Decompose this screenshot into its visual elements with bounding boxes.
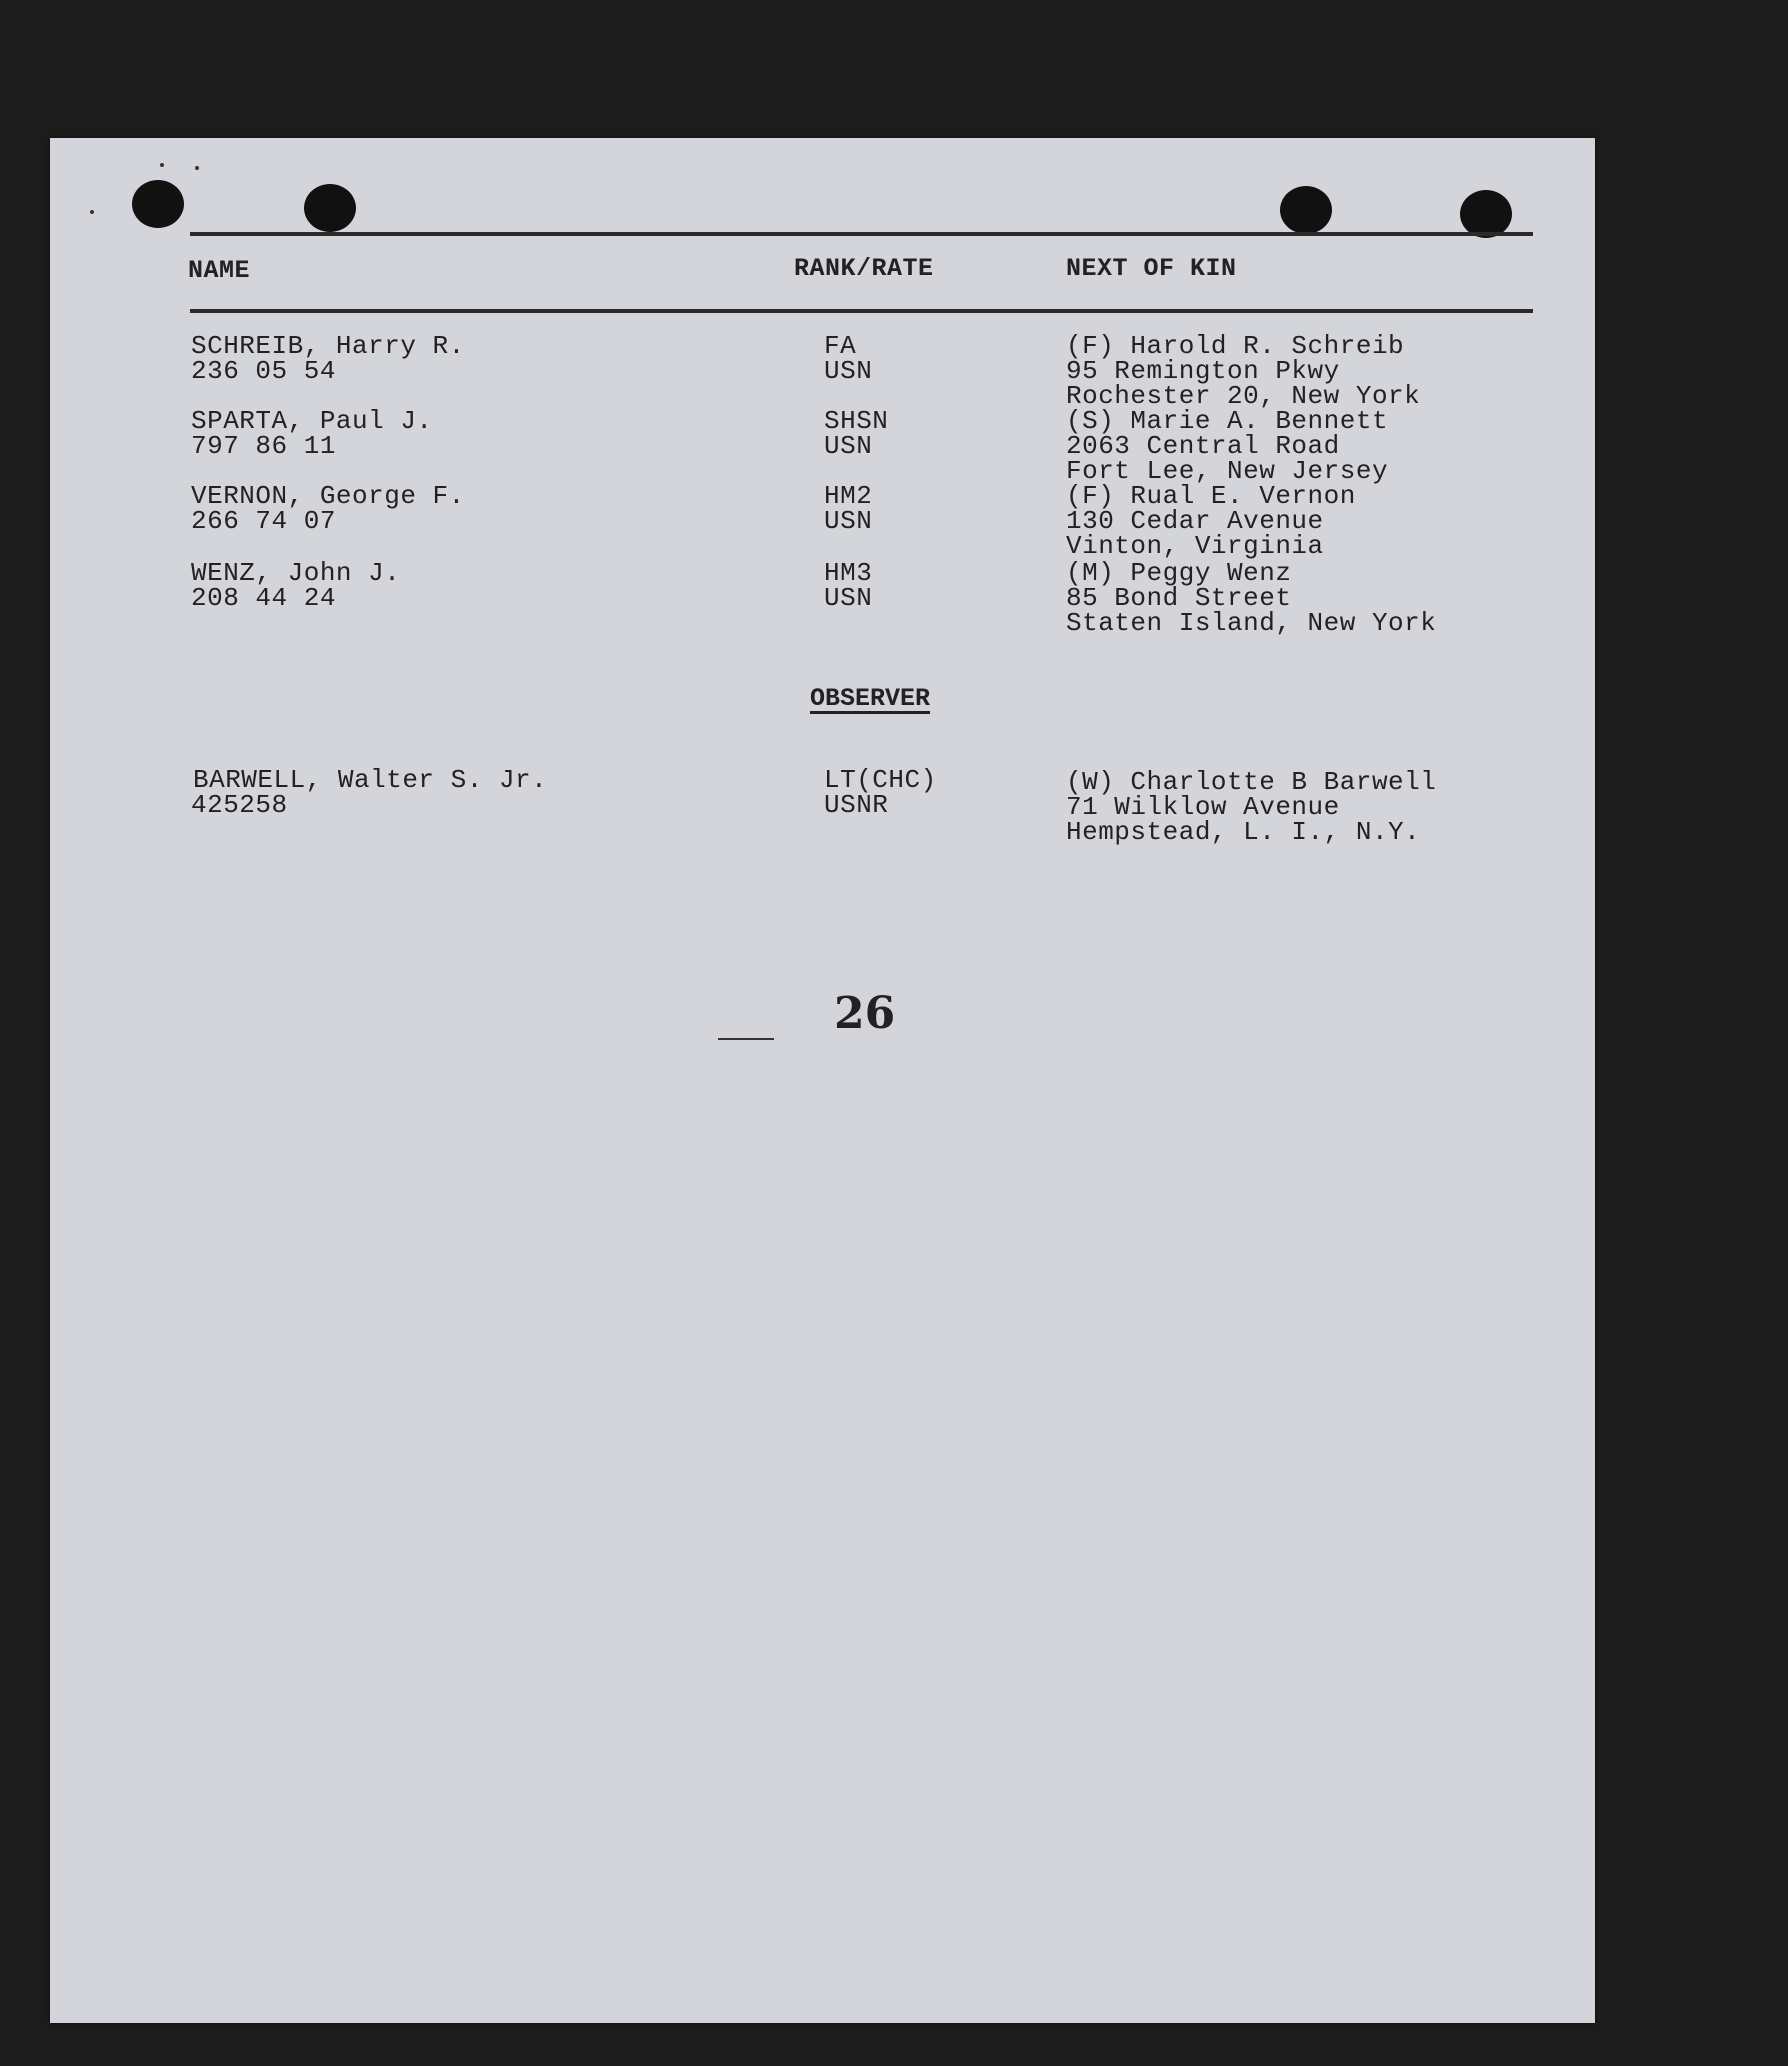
observer-heading: OBSERVER <box>810 684 931 713</box>
entry-name: WENZ, John J. <box>191 558 401 588</box>
observer-rank: LT(CHC) <box>824 765 937 795</box>
observer-kin-line: 71 Wilklow Avenue <box>1066 792 1340 822</box>
ink-speck <box>160 163 164 167</box>
entry-kin-line: Vinton, Virginia <box>1066 531 1324 561</box>
entry-rank: FA <box>824 331 857 361</box>
header-top-rule <box>190 232 1533 236</box>
page-number: 26 <box>834 988 896 1039</box>
entry-rank: HM3 <box>824 558 873 588</box>
entry-service: USN <box>824 583 873 613</box>
header-next-of-kin: NEXT OF KIN <box>1066 254 1237 283</box>
entry-number: 236 05 54 <box>191 356 336 386</box>
header-rank-rate: RANK/RATE <box>794 254 934 283</box>
punch-hole-2 <box>304 184 356 232</box>
entry-number: 797 86 11 <box>191 431 336 461</box>
entry-name: SCHREIB, Harry R. <box>191 331 465 361</box>
header-name: NAME <box>188 256 251 285</box>
observer-kin-line: Hempstead, L. I., N.Y. <box>1066 817 1421 847</box>
entry-kin-line: Staten Island, New York <box>1066 608 1437 638</box>
punch-hole-3 <box>1280 186 1332 234</box>
page-dash <box>718 1038 774 1040</box>
entry-kin-line: (S) Marie A. Bennett <box>1066 406 1389 436</box>
observer-number: 425258 <box>191 790 288 820</box>
entry-kin-line: Fort Lee, New Jersey <box>1066 456 1389 486</box>
entry-name: VERNON, George F. <box>191 481 465 511</box>
entry-number: 208 44 24 <box>191 583 336 613</box>
entry-service: USN <box>824 431 873 461</box>
entry-service: USN <box>824 506 873 536</box>
entry-service: USN <box>824 356 873 386</box>
document-page <box>50 138 1595 2023</box>
entry-kin-line: 130 Cedar Avenue <box>1066 506 1324 536</box>
entry-rank: SHSN <box>824 406 889 436</box>
entry-number: 266 74 07 <box>191 506 336 536</box>
observer-kin-line: (W) Charlotte B Barwell <box>1066 767 1437 797</box>
entry-name: SPARTA, Paul J. <box>191 406 433 436</box>
entry-kin-line: 85 Bond Street <box>1066 583 1292 613</box>
entry-rank: HM2 <box>824 481 873 511</box>
entry-kin-line: (F) Rual E. Vernon <box>1066 481 1356 511</box>
entry-kin-line: 95 Remington Pkwy <box>1066 356 1340 386</box>
entry-kin-line: (M) Peggy Wenz <box>1066 558 1292 588</box>
entry-kin-line: (F) Harold R. Schreib <box>1066 331 1405 361</box>
header-bottom-rule <box>190 309 1533 313</box>
ink-speck <box>90 210 94 214</box>
ink-speck <box>195 166 199 170</box>
entry-kin-line: Rochester 20, New York <box>1066 381 1421 411</box>
punch-hole-1 <box>132 180 184 228</box>
observer-name: BARWELL, Walter S. Jr. <box>193 765 548 795</box>
entry-kin-line: 2063 Central Road <box>1066 431 1340 461</box>
observer-service: USNR <box>824 790 889 820</box>
punch-hole-4 <box>1460 190 1512 238</box>
